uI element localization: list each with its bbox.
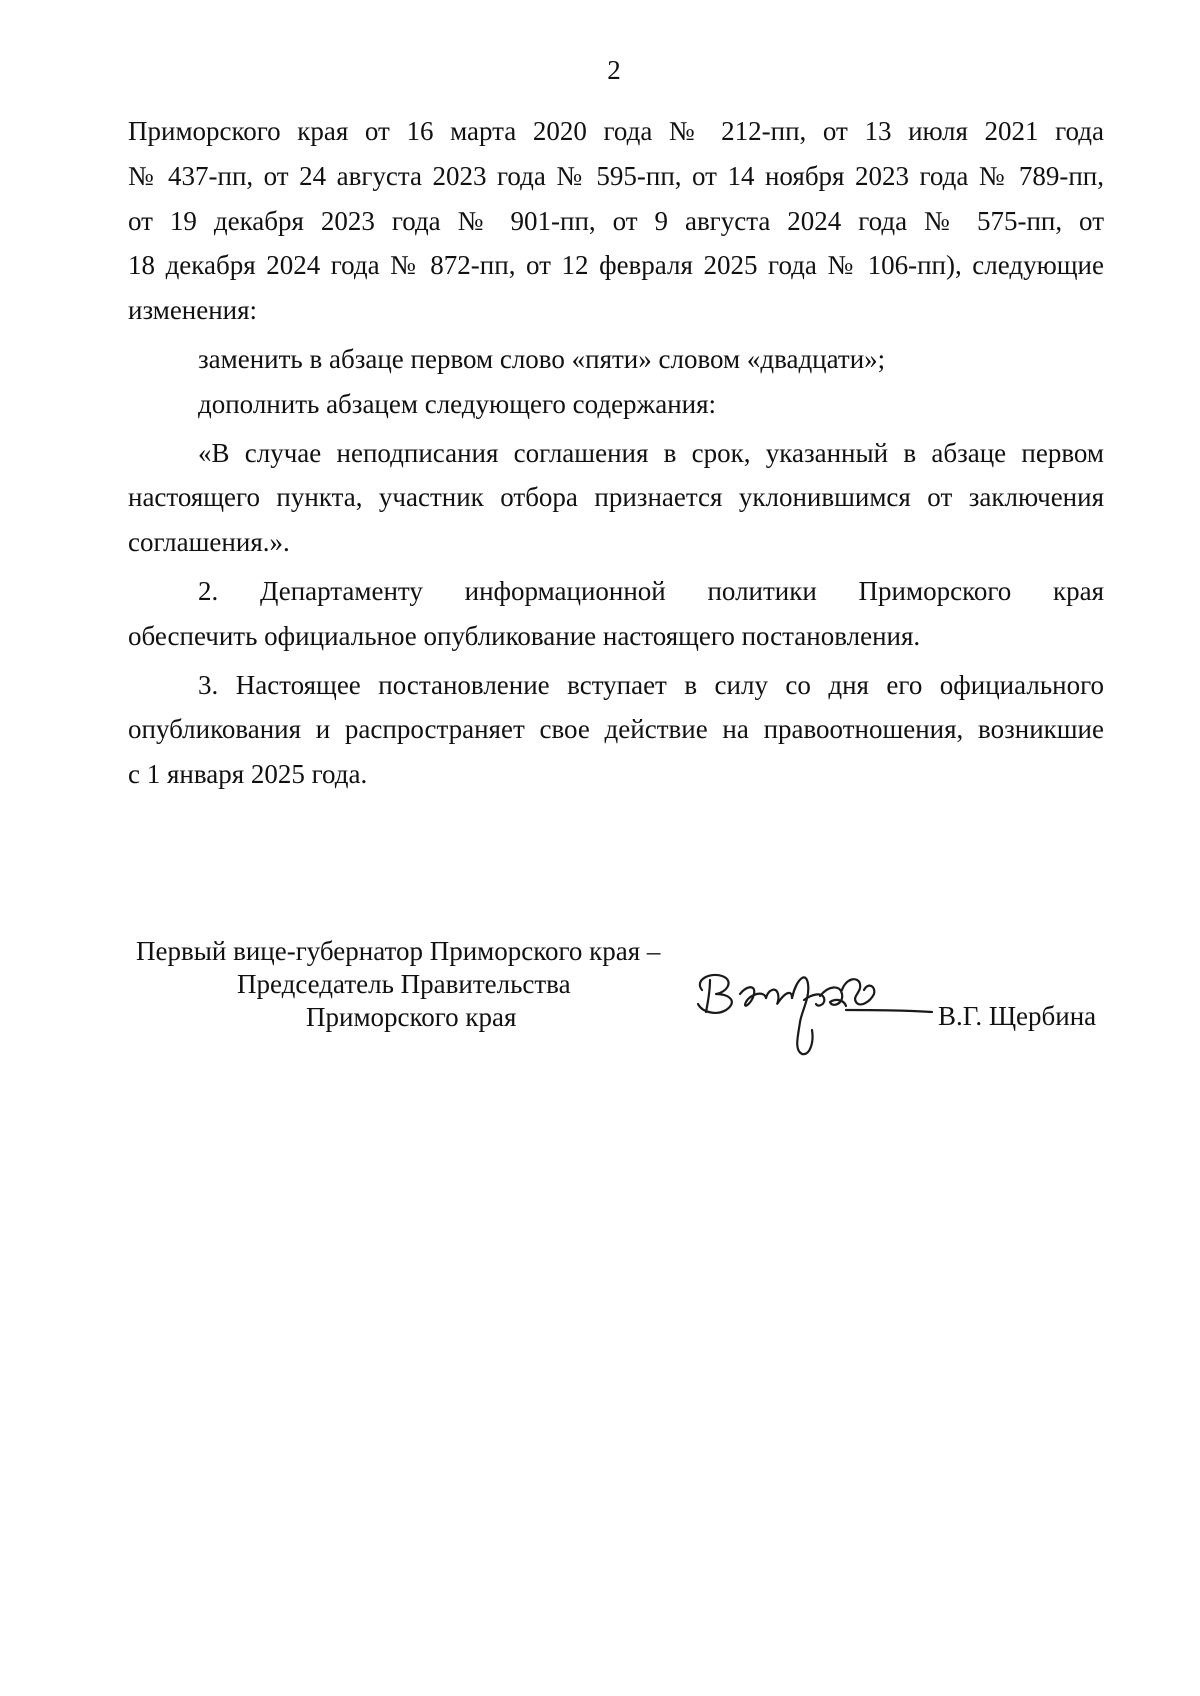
document-body — [128, 109, 1104, 797]
quoted-paragraph-line: «В случае неподписания соглашения в срок, указанный в абзаце первом — [198, 437, 1104, 468]
clause-3-line: с 1 января 2025 года. — [128, 759, 368, 790]
text-line: изменения: — [128, 295, 258, 326]
amendment-line: дополнить абзацем следующего содержания: — [198, 388, 717, 419]
text-line: № 437-пп, от 24 августа 2023 года № 595-пп, от 14 ноября 2023 года № 789-пп, — [128, 160, 1104, 191]
page-number: 2 — [607, 55, 621, 85]
quoted-paragraph-line: настоящего пункта, участник отбора признается уклонившимся от заключения — [128, 482, 1104, 513]
signatory-name: В.Г. Щербина — [938, 1001, 1097, 1031]
position-line: Председатель Правительства — [237, 969, 571, 999]
position-line: Приморского края — [306, 1002, 517, 1032]
signatory-position — [110, 935, 710, 1034]
text-line: Приморского края от 16 марта 2020 года № 212-пп, от 13 июля 2021 года — [128, 116, 1104, 146]
clause-3-line: опубликования и распространяет свое действие на правоотношения, возникшие — [128, 714, 1104, 745]
clause-2-line: обеспечить официальное опубликование настоящего постановления. — [128, 620, 921, 651]
clause-3-line: 3. Настоящее постановление вступает в силу со дня его официального — [198, 669, 1104, 700]
amendment-line: заменить в абзаце первом слово «пяти» словом «двадцати»; — [198, 343, 886, 374]
clause-2-line: 2. Департаменту информационной политики Приморского края — [198, 575, 1104, 606]
handwritten-signature — [680, 950, 940, 1080]
position-line: Первый вице-губернатор Приморского края – — [136, 936, 661, 966]
quoted-paragraph-line: соглашения.». — [128, 527, 290, 558]
text-line: от 19 декабря 2023 года № 901-пп, от 9 августа 2024 года № 575-пп, от — [128, 205, 1104, 236]
text-line: 18 декабря 2024 года № 872-пп, от 12 февраля 2025 года № 106-пп), следующие — [128, 250, 1104, 281]
